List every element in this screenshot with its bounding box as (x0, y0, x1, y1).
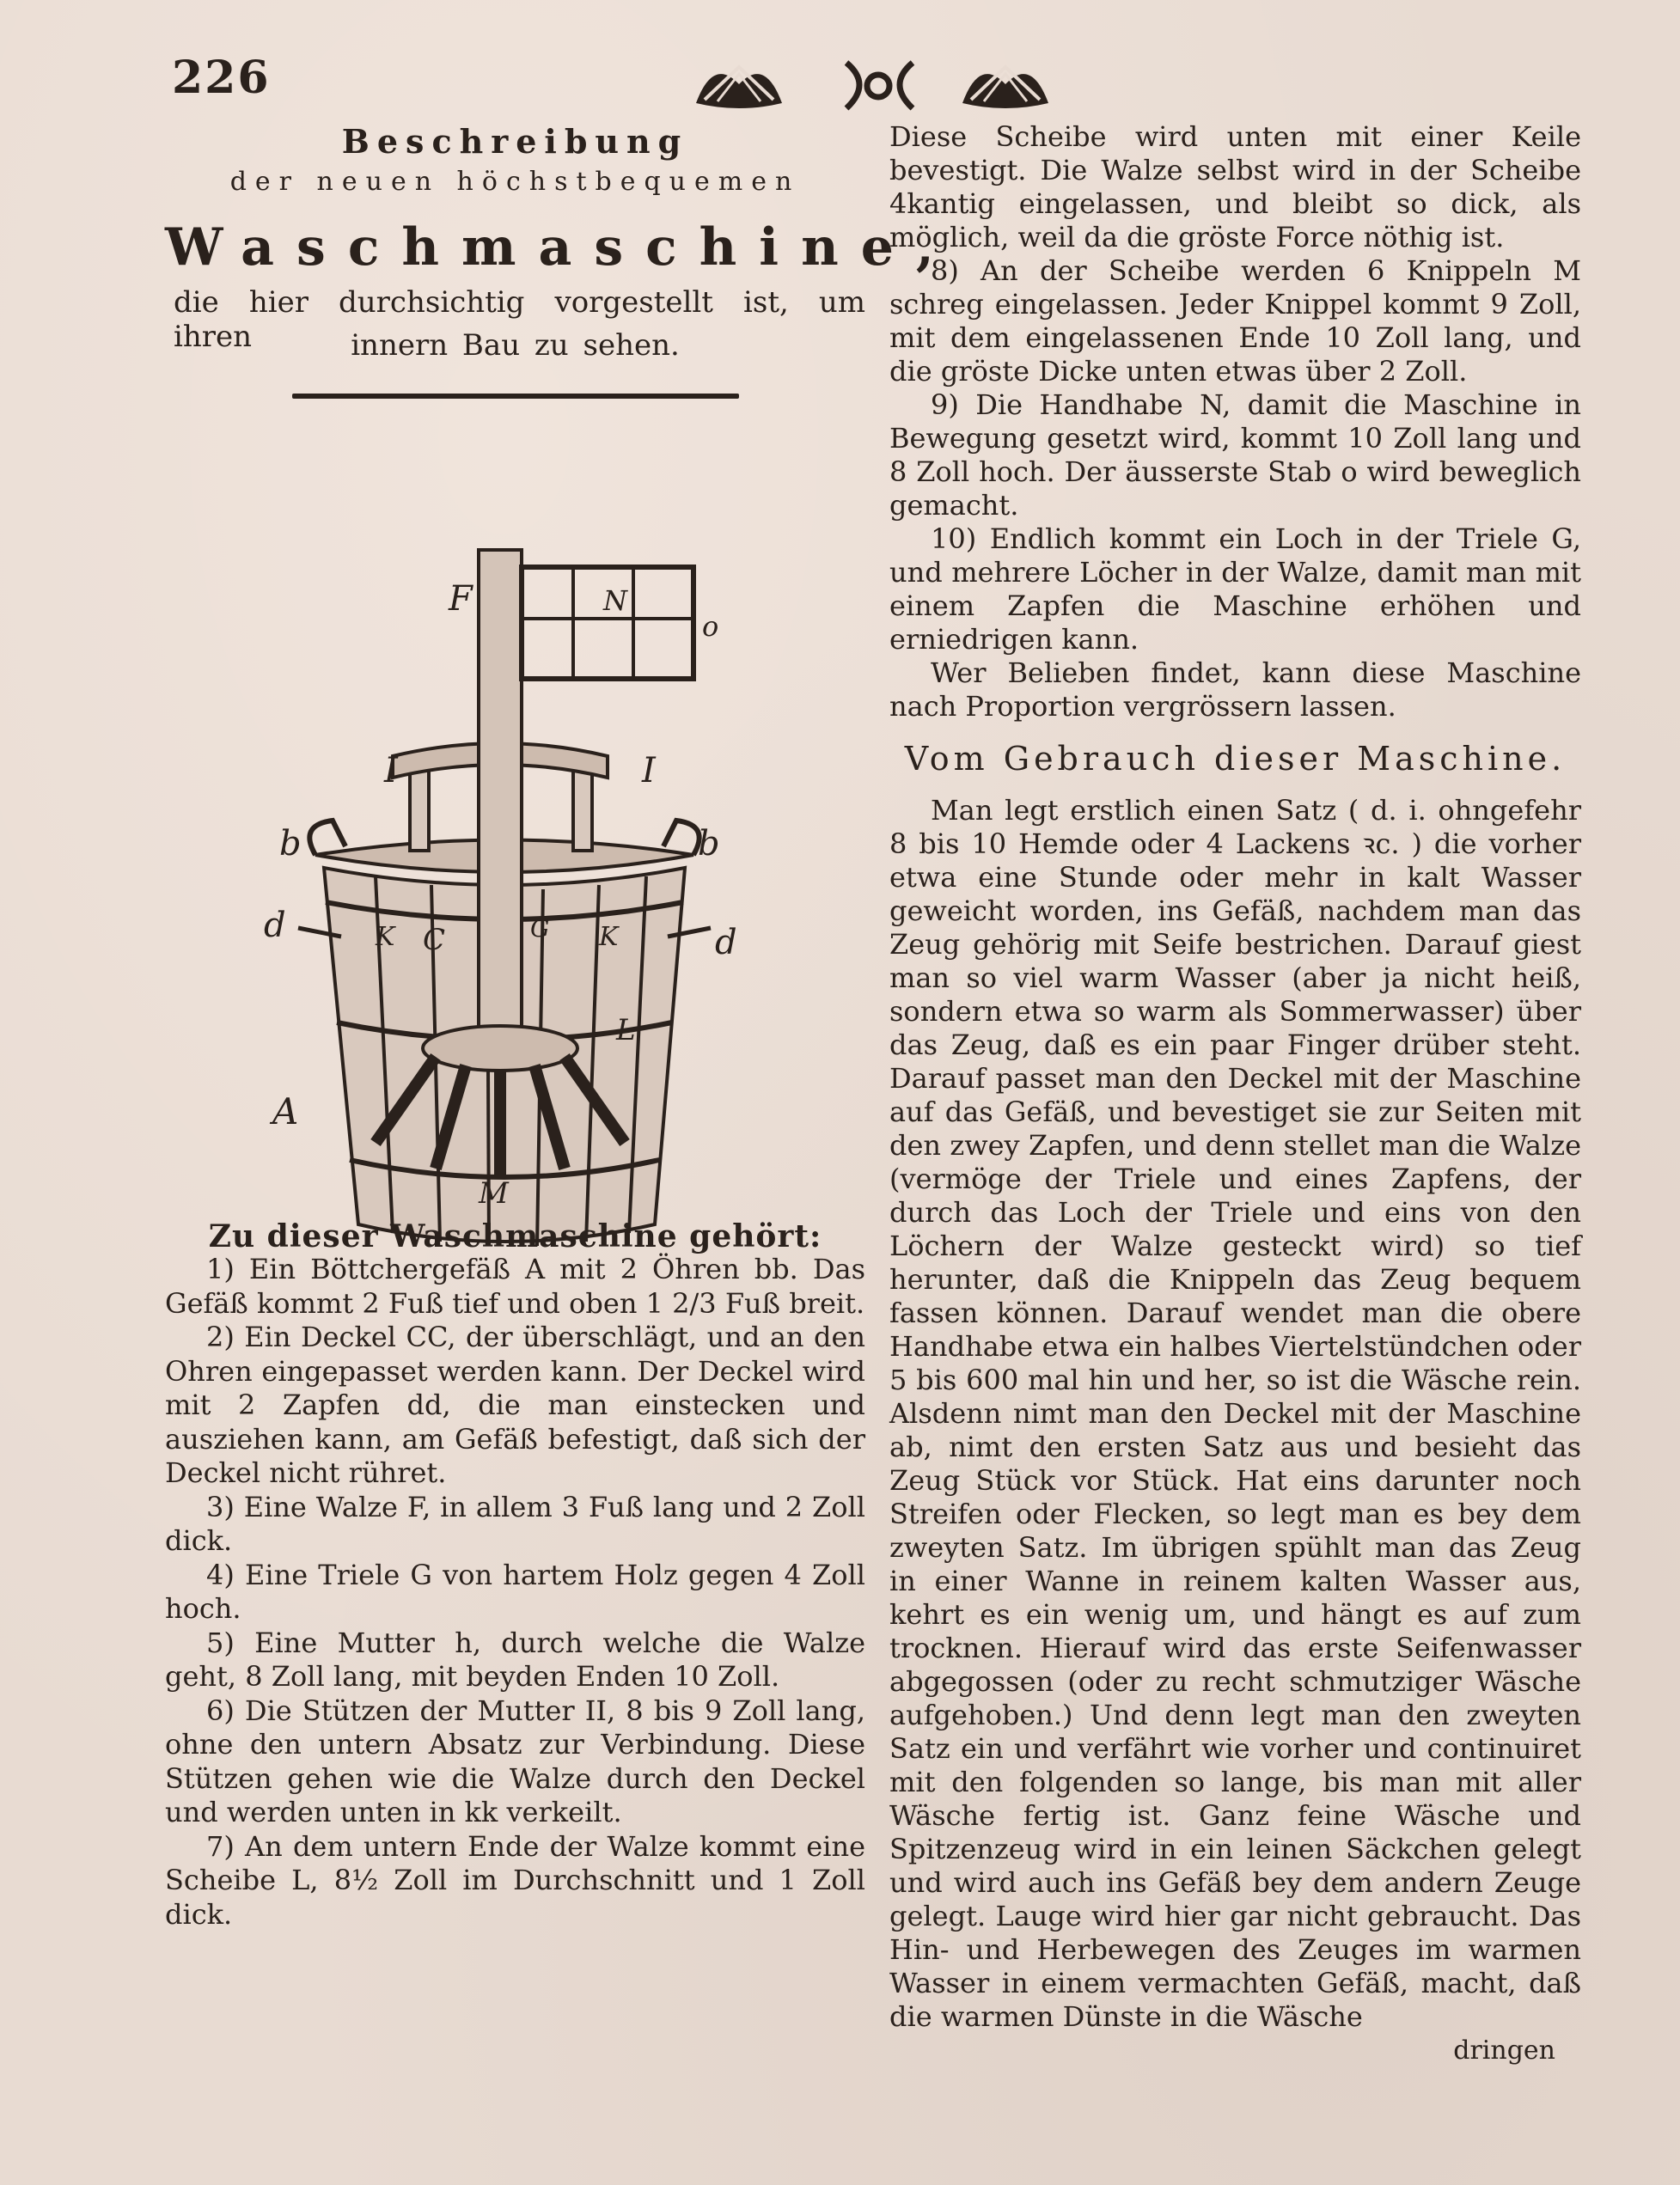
header-ornament (687, 50, 1057, 119)
figure-label-b-left: b (279, 824, 302, 864)
figure-label-I-left: I (384, 751, 398, 790)
parts-list-item: 2) Ein Deckel CC, der überschlägt, und an den Ohren eingepasset werden kann. Der Deckel wird mit 2 Zapfen dd, die man einstecken und ausziehen kann, am Gefäß befestigt, daß sich der Deckel nicht rühret. (165, 1321, 865, 1489)
figure-label-M: M (479, 1176, 509, 1211)
page-number: 226 (172, 52, 271, 104)
figure-label-C: C (423, 923, 446, 957)
paragraph: 8) An der Scheibe werden 6 Knippeln M schreg eingelassen. Jeder Knippel kommt 9 Zoll, mit dem eingelassenen Ende 10 Zoll lang, und die gröste Dicke unten etwas über 2 Zoll. (889, 254, 1581, 388)
left-column (165, 120, 956, 1931)
figure-label-I-right: I (642, 751, 656, 790)
disc (423, 1026, 577, 1071)
title-line-5: innern Bau zu sehen. (351, 328, 680, 363)
support-right (573, 765, 592, 851)
paragraph: Diese Scheibe wird unten mit einer Keile bevestigt. Die Walze selbst wird in der Scheibe 4kantig eingelassen, und bleibt so dick, als möglich, weil da die gröste Force nöthig ist. (889, 120, 1581, 253)
parts-list (165, 1253, 865, 1932)
figure-label-b-right: b (698, 824, 720, 864)
parts-list-item: 4) Eine Triele G von hartem Holz gegen 4 Zoll hoch. (165, 1558, 865, 1625)
parts-list-heading: Zu dieser Waschmaschine gehört: (208, 1218, 822, 1254)
section-heading: Vom Gebrauch dieser Maschine. (904, 740, 1567, 778)
figure-label-F: F (449, 579, 473, 619)
paragraph: 10) Endlich kommt ein Loch in der Triele G, und mehrere Löcher in der Walze, damit man mit einem Zapfen die Maschine erhöhen und erniedrigen kann. (889, 522, 1581, 656)
right-column (889, 120, 1581, 2067)
figure-label-d-left: d (264, 906, 286, 945)
figure-label-G: G (530, 914, 550, 943)
shaft (479, 550, 522, 1048)
support-left (410, 765, 429, 851)
divider-ornament-icon (846, 63, 913, 108)
figure-label-N: N (603, 584, 627, 617)
title-main: Waschmaschine, (165, 217, 956, 278)
title-line-1: Beschreibung (341, 122, 689, 161)
parts-list-item: 3) Eine Walze F, in allem 3 Fuß lang und 2 Zoll dick. (165, 1490, 865, 1557)
usage-paragraph: Man legt erstlich einen Satz ( d. i. ohngefehr 8 bis 10 Hemde oder 4 Lackens ꝛc. ) die vorher etwa eine Stunde oder mehr in kalt Wasser geweicht worden, ins Gefäß, nachdem man das Zeug gehörig mit Seife bestrichen. Darauf giest man so viel warm Wasser (aber ja nicht heiß, sondern etwa so warm als Sommerwasser) über das Zeug, daß es ein paar Finger drüber steht. Darauf passet man den Deckel mit der Maschine auf das Gefäß, und bevestiget sie zur Seiten mit den zwey Zapfen, und denn stellet man die Walze (vermöge der Triele und eines Zapfens, der durch das Loch der Triele und eins von den Löchern der Walze gesteckt wird) so tief herunter, daß die Knippeln das Zeug bequem fassen können. Darauf wendet man die obere Handhabe etwa ein halbes Viertelstündchen oder 5 bis 600 mal hin und her, so ist die Wäsche rein. Alsdenn nimt man den Deckel mit der Maschine ab, nimt den ersten Satz aus und besieht das Zeug Stück vor Stück. Hat eins darunter noch Streifen oder Flecken, so legt man es bey dem zweyten Satz. Im übrigen spühlt man das Zeug in einer Wanne in reinem kalten Wasser aus, kehrt es ein wenig um, und hängt es auf zum trocknen. Hierauf wird das erste Seifenwasser abgegossen (oder zu recht schmutziger Wäsche aufgehoben.) Und denn legt man den zweyten Satz ein und verfährt wie vorher und continuiret mit den folgenden so lange, bis man mit aller Wäsche fertig ist. Ganz feine Wäsche und Spitzenzeug wird in ein leinen Säckchen gelegt und wird auch ins Gefäß bey dem andern Zeuge gelegt. Lauge wird hier gar nicht gebraucht. Das Hin- und Herbewegen des Zeuges im warmen Wasser in einem vermachten Gefäß, macht, daß die warmen Dünste in die Wäsche (889, 794, 1581, 2033)
parts-list-item: 7) An dem untern Ende der Walze kommt eine Scheibe L, 8½ Zoll im Durchschnitt und 1 Zoll dick. (165, 1829, 865, 1931)
figure-label-K-left: K (376, 922, 395, 952)
paragraph: 9) Die Handhabe N, damit die Maschine in Bewegung gesetzt wird, kommt 10 Zoll lang und 8 Zoll hoch. Der äusserste Stab o wird beweglich gemacht. (889, 388, 1581, 522)
title-line-4: die hier durchsichtig vorgestellt ist, um ihren (174, 285, 865, 354)
title-line-2: der neuen höchstbequemen (229, 167, 801, 197)
paragraph: Wer Belieben findet, kann diese Maschine nach Proportion vergrössern lassen. (889, 656, 1581, 723)
title-rule (292, 394, 739, 399)
figure-label-d-right: d (715, 923, 737, 962)
shell-ornament-left-icon (696, 67, 782, 108)
figure-label-K-right: K (599, 922, 619, 952)
catchword: dringen (1453, 2035, 1555, 2066)
parts-list-item: 5) Eine Mutter h, durch welche die Walze geht, 8 Zoll lang, mit beyden Enden 10 Zoll. (165, 1626, 865, 1693)
figure-label-A: A (272, 1090, 299, 1132)
parts-list-item: 1) Ein Böttchergefäß A mit 2 Öhren bb. Das Gefäß kommt 2 Fuß tief und oben 1 2/3 Fuß breit. (165, 1253, 865, 1320)
parts-list-item: 6) Die Stützen der Mutter II, 8 bis 9 Zoll lang, ohne den untern Absatz zur Verbindung. Diese Stützen gehen wie die Walze durch den Deckel und werden unten in kk verkeilt. (165, 1694, 865, 1828)
washing-machine-illustration (264, 421, 745, 1280)
shell-ornament-right-icon (962, 67, 1048, 108)
figure-label-L: L (616, 1013, 636, 1047)
figure-label-o: o (702, 610, 719, 643)
